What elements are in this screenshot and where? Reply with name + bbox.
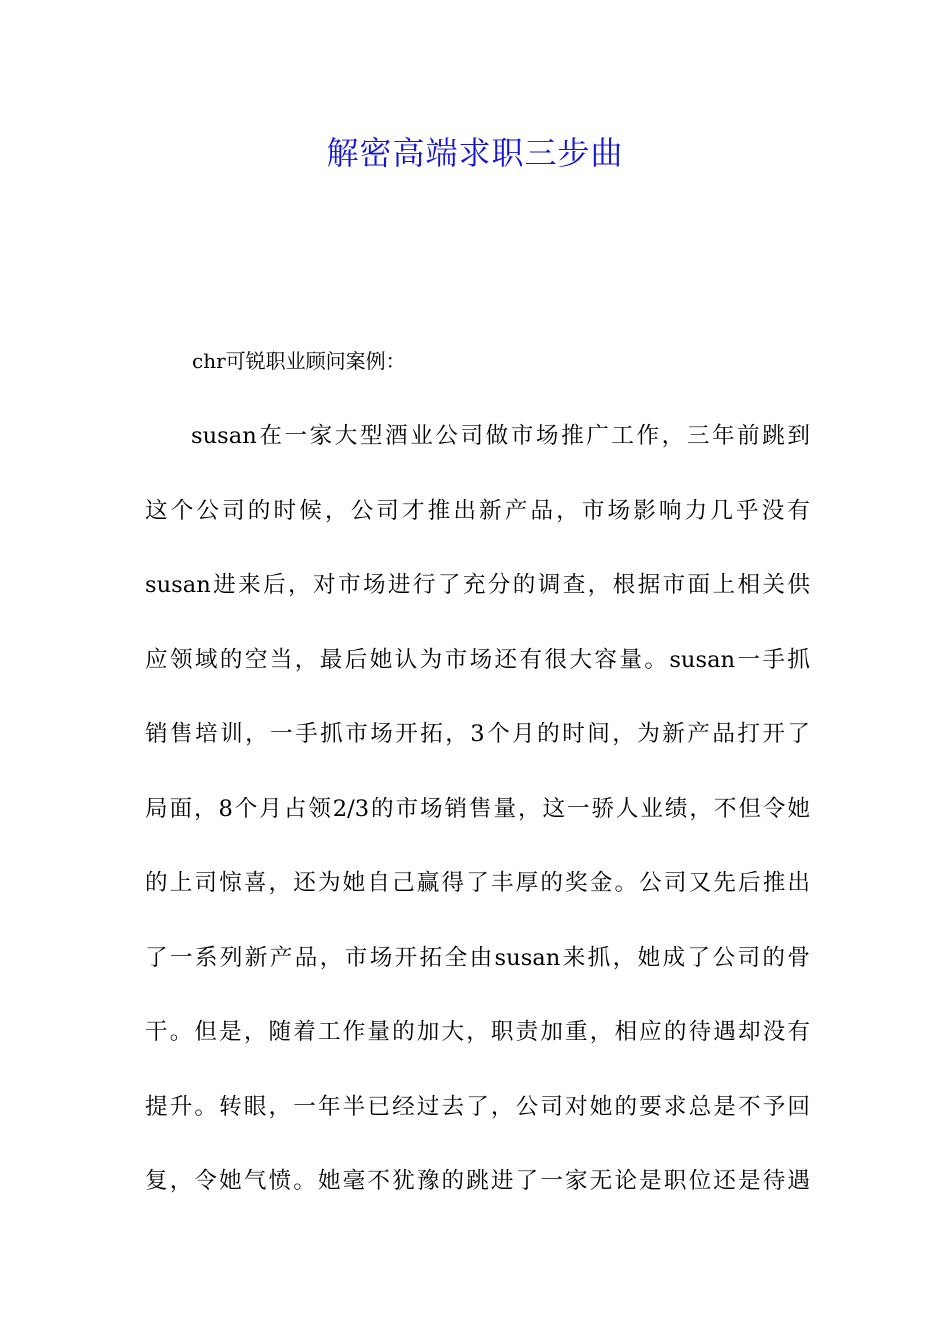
document-title: 解密高端求职三步曲	[326, 134, 624, 172]
body-line-2: 这个公司的时候，公司才推出新产品，市场影响力几乎没有	[145, 497, 810, 524]
body-line-8: 了一系列新产品，市场开拓全由susan来抓，她成了公司的骨	[145, 944, 810, 971]
body-line-3: susan进来后，对市场进行了充分的调查，根据市面上相关供	[145, 572, 810, 598]
body-line-4: 应领域的空当，最后她认为市场还有很大容量。susan一手抓	[145, 646, 810, 673]
body-line-7: 的上司惊喜，还为她自己赢得了丰厚的奖金。公司又先后推出	[145, 870, 810, 896]
body-line-6: 局面，8个月占领2/3的市场销售量，这一骄人业绩，不但令她	[145, 795, 810, 822]
body-line-5: 销售培训，一手抓市场开拓，3个月的时间，为新产品打开了	[145, 721, 810, 747]
body-paragraph	[145, 418, 810, 1238]
body-line-9: 干。但是，随着工作量的加大，职责加重，相应的待遇却没有	[145, 1019, 810, 1045]
case-lead: chr可锐职业顾问案例：	[192, 349, 406, 373]
body-line-10: 提升。转眼，一年半已经过去了，公司对她的要求总是不予回	[145, 1093, 810, 1120]
body-line-1: susan在一家大型酒业公司做市场推广工作，三年前跳到	[191, 423, 810, 449]
body-line-11: 复，令她气愤。她毫不犹豫的跳进了一家无论是职位还是待遇	[145, 1168, 810, 1194]
